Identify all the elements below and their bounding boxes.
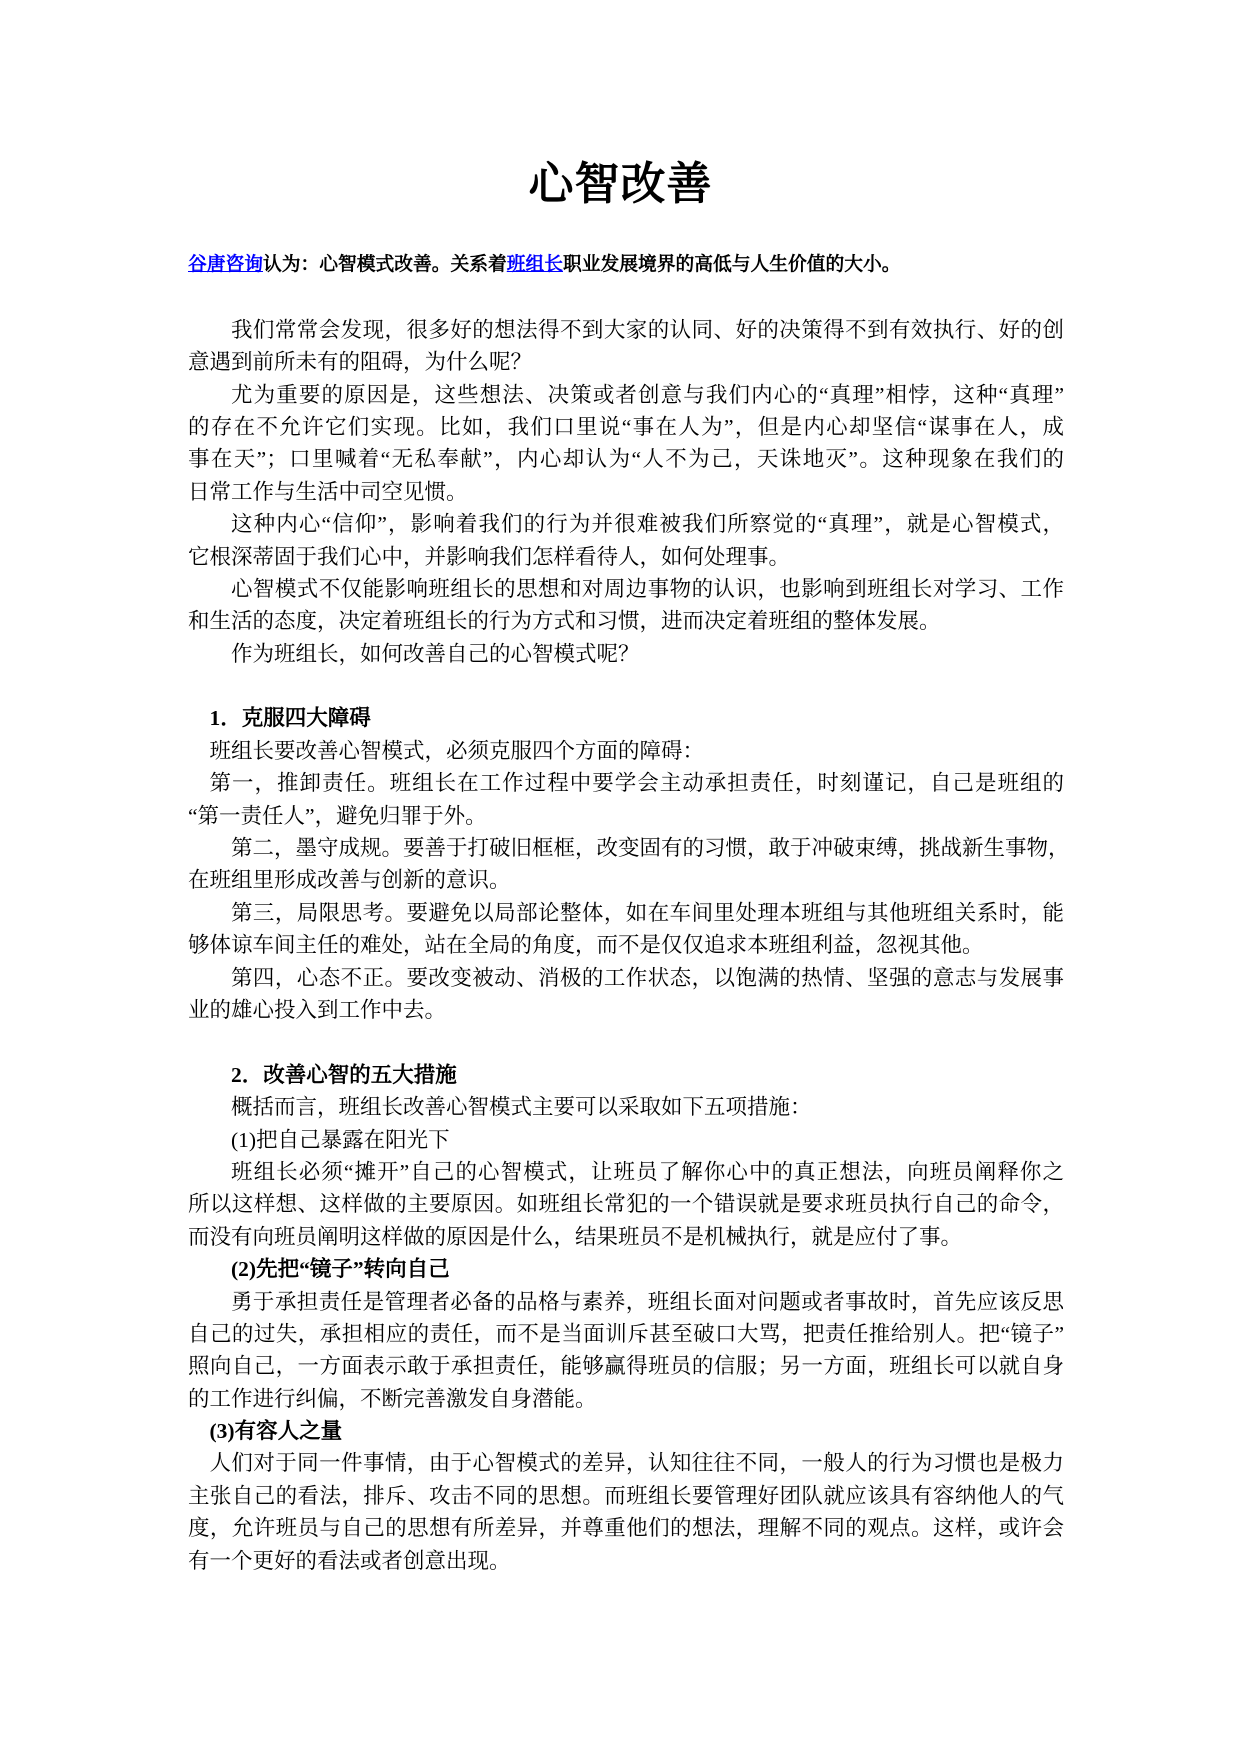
- opening-line: 和生活的态度，决定着班组长的行为方式和习惯，进而决定着班组的整体发展。: [188, 609, 941, 634]
- role-link[interactable]: 班组长: [506, 254, 563, 275]
- obstacle-item: [188, 767, 1064, 832]
- opening-line: 我们常常会发现，很多好的想法得不到大家的认同、好的决策得不到有效执行、好的创: [231, 317, 1064, 342]
- measure-title: (3)有容人之量: [209, 1419, 343, 1444]
- measure-line: 的工作进行纠偏，不断完善激发自身潜能。: [188, 1386, 597, 1411]
- obstacle-item: [188, 962, 1064, 1027]
- document-body: [188, 249, 1070, 1577]
- measure-line: 自己的过失，承担相应的责任，而不是当面训斥甚至破口大骂，把责任推给别人。把“镜子”: [188, 1321, 1064, 1346]
- measure-item: [188, 1415, 1064, 1577]
- section-lead: 班组长要改善心智模式，必须克服四个方面的障碍：: [209, 738, 705, 763]
- measure-item: [188, 1253, 1064, 1415]
- section-five-measures: [188, 1059, 1064, 1577]
- obstacle-line: 第一，推卸责任。班组长在工作过程中要学会主动承担责任，时刻谨记，自己是班组的: [209, 771, 1064, 796]
- intro-line: [188, 249, 1064, 281]
- obstacle-line: 业的雄心投入到工作中去。: [188, 997, 447, 1022]
- measure-line: 人们对于同一件事情，由于心智模式的差异，认知往往不同，一般人的行为习惯也是极力: [209, 1451, 1064, 1476]
- opening-line: 事在天”；口里喊着“无私奉献”，内心却认为“人不为己，天诛地灭”。这种现象在我们的: [188, 447, 1064, 472]
- opening-line: 它根深蒂固于我们心中，并影响我们怎样看待人，如何处理事。: [188, 544, 791, 569]
- opening-line: 尤为重要的原因是，这些想法、决策或者创意与我们内心的“真理”相悖，这种“真理”: [231, 382, 1064, 407]
- opening-paragraph: [188, 314, 1064, 379]
- document-title: 心智改善: [528, 157, 713, 210]
- opening-line: 心智模式不仅能影响班组长的思想和对周边事物的认识，也影响到班组长对学习、工作: [231, 576, 1064, 601]
- obstacle-line: 第三，局限思考。要避免以局部论整体，如在车间里处理本班组与其他班组关系时，能: [231, 900, 1064, 925]
- measure-line: 所以这样想、这样做的主要原因。如班组长常犯的一个错误就是要求班员执行自己的命令，: [188, 1192, 1064, 1217]
- paragraph-spacer: [188, 281, 1064, 313]
- paragraph-spacer: [188, 1026, 1064, 1058]
- opening-line: 这种内心“信仰”，影响着我们的行为并很难被我们所察觉的“真理”，就是心智模式，: [231, 512, 1064, 537]
- opening-line: 日常工作与生活中司空见惯。: [188, 479, 468, 504]
- measure-line: 照向自己，一方面表示敢于承担责任，能够赢得班员的信服；另一方面，班组长可以就自身: [188, 1354, 1064, 1379]
- opening-line: 的存在不允许它们实现。比如，我们口里说“事在人为”，但是内心却坚信“谋事在人，成: [188, 414, 1064, 439]
- opening-paragraph: [188, 508, 1064, 573]
- section-heading: 1．克服四大障碍: [209, 706, 371, 731]
- intro-text-a: 认为：心智模式改善。关系着: [263, 254, 507, 275]
- measure-line: 主张自己的看法，排斥、攻击不同的思想。而班组长要管理好团队就应该具有容纳他人的气: [188, 1483, 1064, 1508]
- obstacle-line: “第一责任人”，避免归罪于外。: [188, 803, 487, 828]
- intro-text-b: 职业发展境界的高低与人生价值的大小。: [563, 254, 901, 275]
- measure-line: 勇于承担责任是管理者必备的品格与素养，班组长面对问题或者事故时，首先应该反思: [231, 1289, 1064, 1314]
- measure-item: [188, 1124, 1064, 1254]
- paragraph-spacer: [188, 670, 1064, 702]
- obstacle-line: 第二，墨守成规。要善于打破旧框框，改变固有的习惯，敢于冲破束缚，挑战新生事物，: [231, 836, 1070, 861]
- opening-paragraph: [188, 638, 1064, 670]
- obstacle-item: [188, 897, 1064, 962]
- source-link[interactable]: 谷唐咨询: [188, 254, 263, 275]
- opening-line: 意遇到前所未有的阻碍，为什么呢？: [188, 350, 533, 375]
- measure-line: 度，允许班员与自己的思想有所差异，并尊重他们的想法，理解不同的观点。这样，或许会: [188, 1516, 1064, 1541]
- opening-paragraph: [188, 379, 1064, 509]
- section-lead: 概括而言，班组长改善心智模式主要可以采取如下五项措施：: [231, 1095, 812, 1120]
- measure-line: 而没有向班员阐明这样做的原因是什么，结果班员不是机械执行，就是应付了事。: [188, 1224, 963, 1249]
- obstacle-item: [188, 832, 1070, 897]
- measure-title: (2)先把“镜子”转向自己: [231, 1257, 450, 1282]
- opening-line: 作为班组长，如何改善自己的心智模式呢？: [231, 641, 640, 666]
- opening-paragraph: [188, 573, 1064, 638]
- obstacle-line: 第四，心态不正。要改变被动、消极的工作状态，以饱满的热情、坚强的意志与发展事: [231, 965, 1064, 990]
- measure-line: 有一个更好的看法或者创意出现。: [188, 1548, 511, 1573]
- section-heading: 2．改善心智的五大措施: [231, 1062, 457, 1087]
- section-overcome-obstacles: [188, 702, 1070, 1026]
- measure-title: (1)把自己暴露在阳光下: [231, 1127, 450, 1152]
- obstacle-line: 在班组里形成改善与创新的意识。: [188, 868, 511, 893]
- obstacle-line: 够体谅车间主任的难处，站在全局的角度，而不是仅仅追求本班组利益，忽视其他。: [188, 933, 984, 958]
- measure-line: 班组长必须“摊开”自己的心智模式，让班员了解你心中的真正想法，向班员阐释你之: [231, 1159, 1064, 1184]
